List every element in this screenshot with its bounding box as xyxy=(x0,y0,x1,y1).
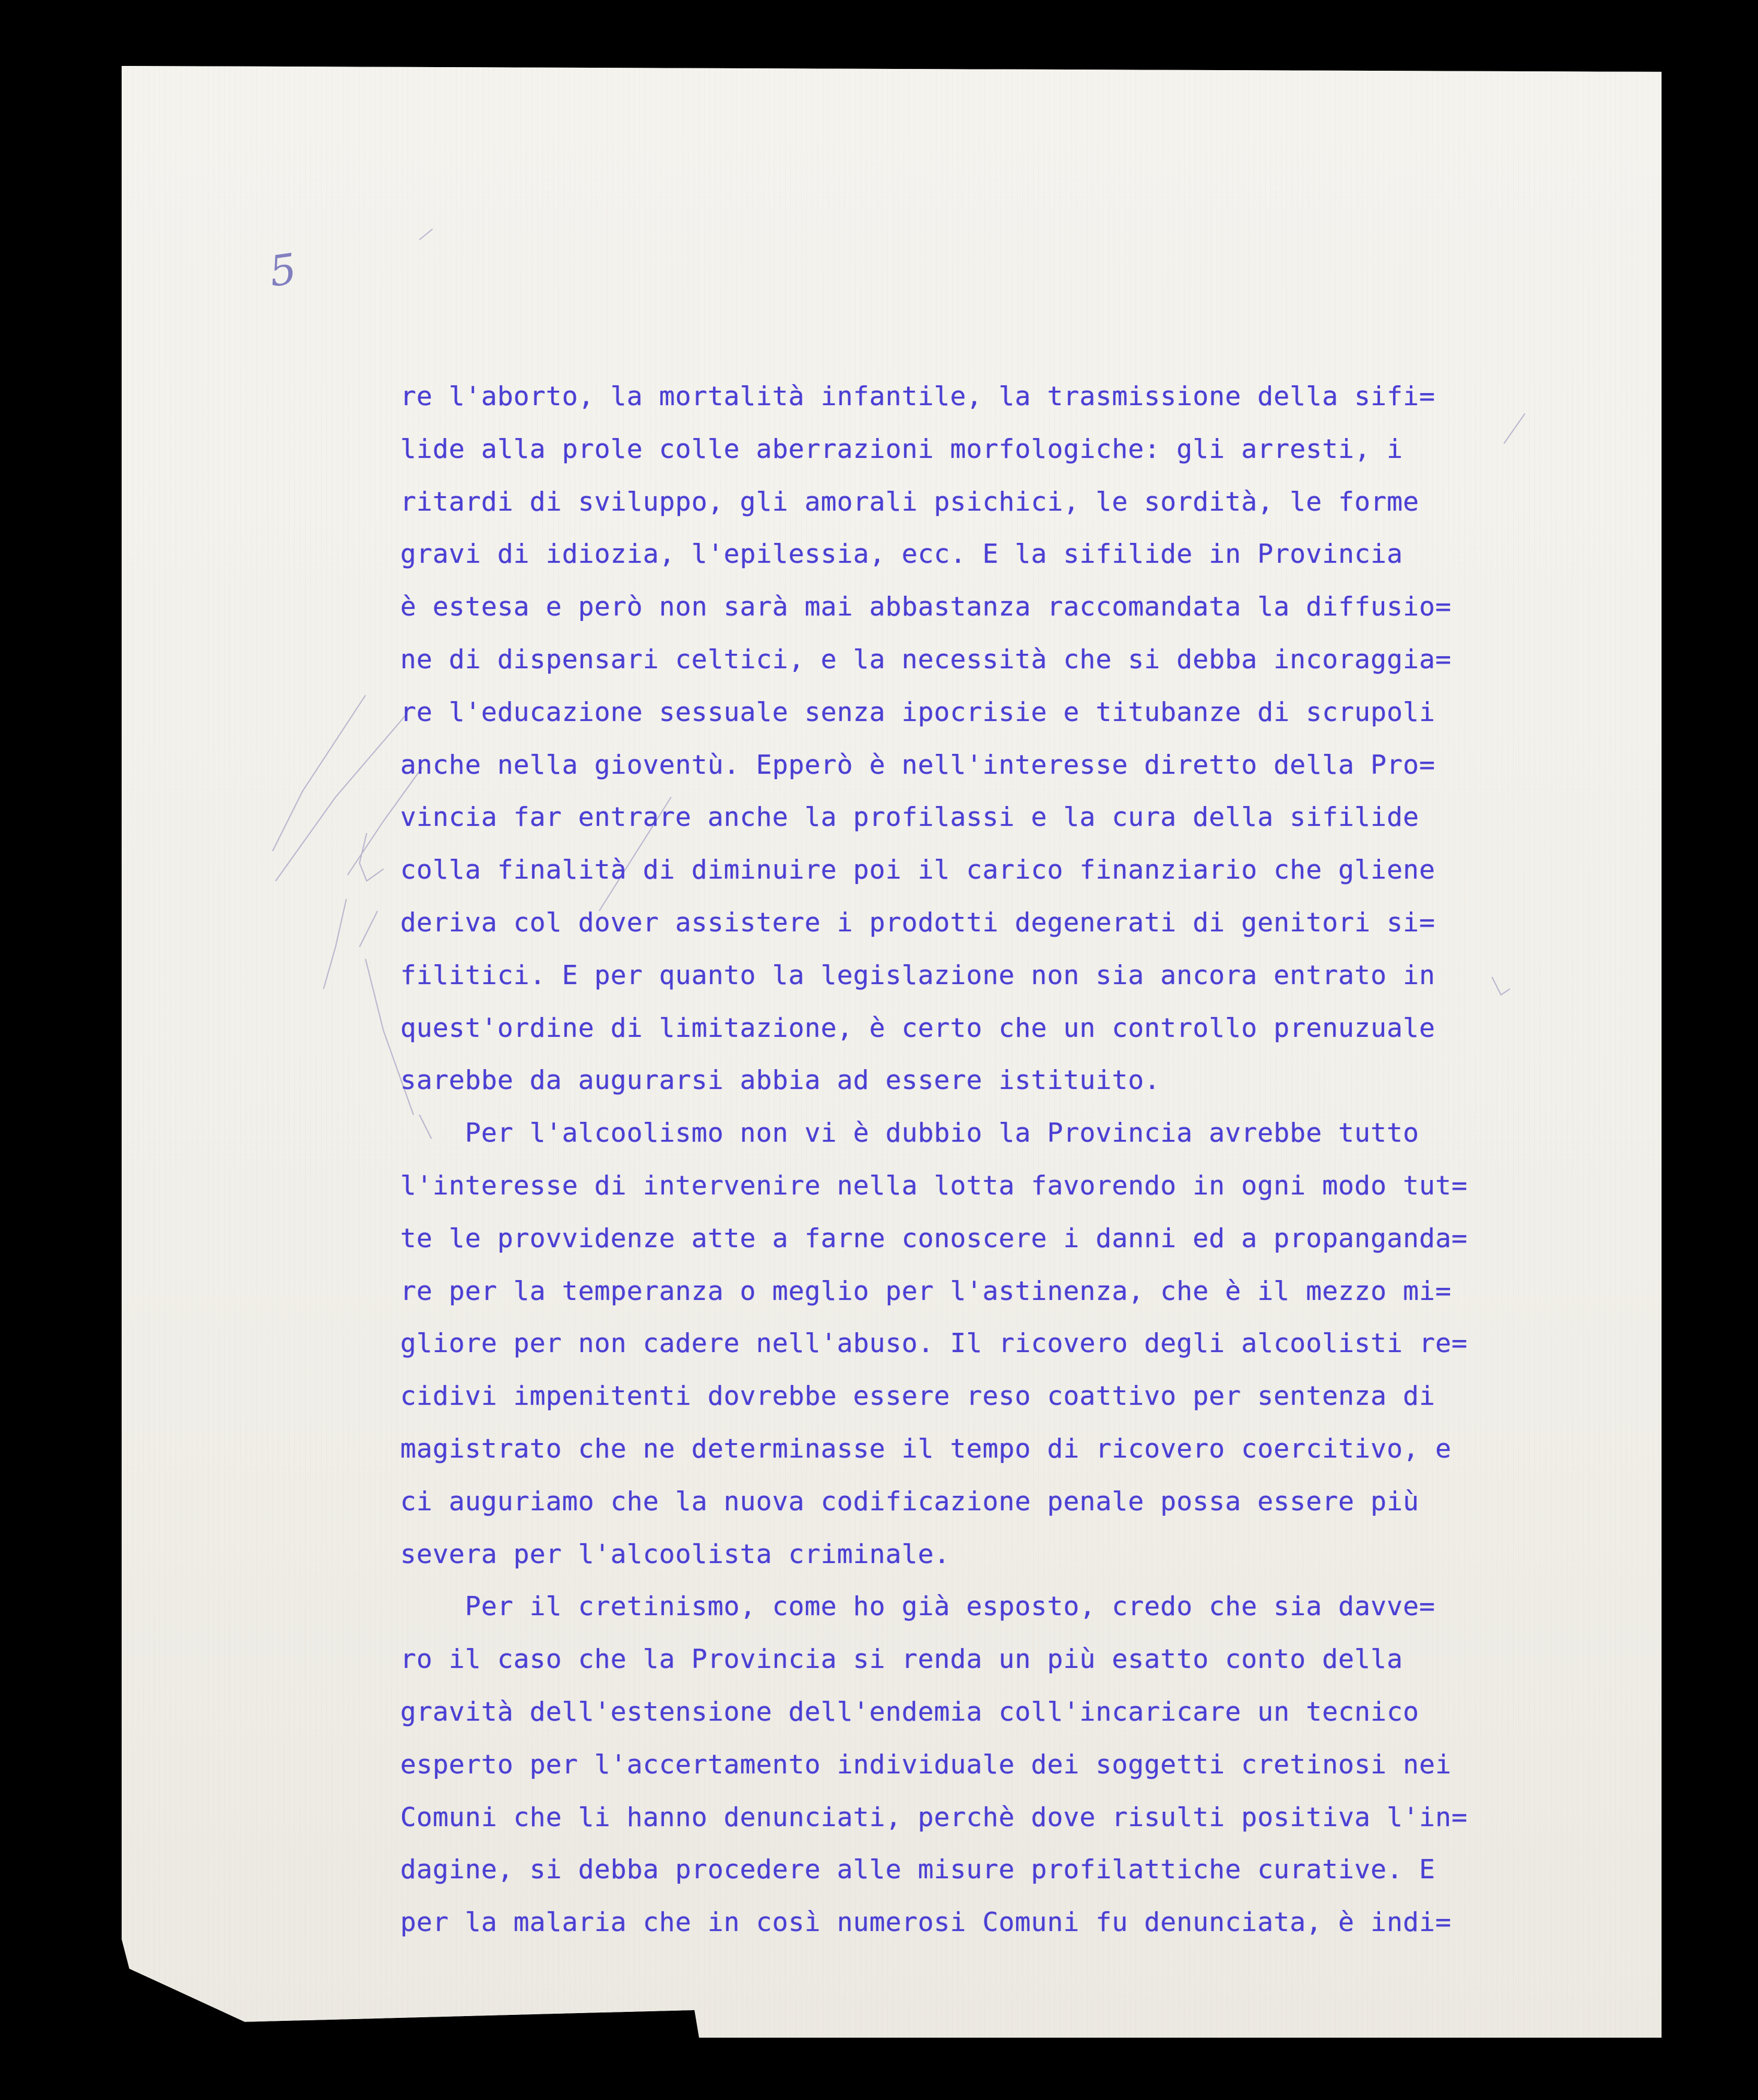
text-line: ritardi di sviluppo, gli amorali psichici, le sordità, le forme xyxy=(400,486,1419,517)
text-line: cidivi impenitenti dovrebbe essere reso coattivo per sentenza di xyxy=(400,1381,1436,1412)
text-line: colla finalità di diminuire poi il carico finanziario che gliene xyxy=(400,855,1436,886)
text-line: ci auguriamo che la nuova codificazione penale possa essere più xyxy=(400,1486,1419,1517)
text-line: vincia far entrare anche la profilassi e la cura della sifilide xyxy=(400,802,1419,833)
text-line: l'interesse di intervenire nella lotta favorendo in ogni modo tut= xyxy=(400,1170,1468,1201)
text-line: filitici. E per quanto la legislazione non sia ancora entrato in xyxy=(400,960,1436,991)
text-line: Comuni che li hanno denunciati, perchè dove risulti positiva l'in= xyxy=(400,1802,1468,1833)
text-line: re l'aborto, la mortalità infantile, la trasmissione della sifi= xyxy=(400,381,1436,412)
text-line: re l'educazione sessuale senza ipocrisie e titubanze di scrupoli xyxy=(400,696,1436,728)
paragraph-start-line: Per il cretinismo, come ho già esposto, credo che sia davve= xyxy=(400,1591,1436,1622)
text-line: severa per l'alcoolista criminale. xyxy=(400,1538,950,1570)
text-line: per la malaria che in così numerosi Comuni fu denunciata, è indi= xyxy=(400,1907,1452,1938)
text-line: lide alla prole colle aberrazioni morfologiche: gli arresti, i xyxy=(400,433,1403,464)
text-line: dagine, si debba procedere alle misure profilattiche curative. E xyxy=(400,1854,1436,1885)
text-line: ne di dispensari celtici, e la necessità che si debba incoraggia= xyxy=(400,644,1452,675)
typed-body-text xyxy=(400,370,1617,1949)
text-line: gliore per non cadere nell'abuso. Il ricovero degli alcoolisti re= xyxy=(400,1328,1468,1359)
text-line: gravi di idiozia, l'epilessia, ecc. E la sifilide in Provincia xyxy=(400,539,1403,570)
text-line: è estesa e però non sarà mai abbastanza raccomandata la diffusio= xyxy=(400,592,1452,623)
text-line: sarebbe da augurarsi abbia ad essere istituito. xyxy=(400,1065,1161,1096)
text-line: magistrato che ne determinasse il tempo di ricovero coercitivo, e xyxy=(400,1433,1452,1464)
text-line: esperto per l'accertamento individuale dei soggetti cretinosi nei xyxy=(400,1749,1452,1780)
text-line: te le provvidenze atte a farne conoscere i danni ed a propanganda= xyxy=(400,1223,1468,1254)
text-line: re per la temperanza o meglio per l'astinenza, che è il mezzo mi= xyxy=(400,1275,1452,1307)
text-line: ro il caso che la Provincia si renda un più esatto conto della xyxy=(400,1644,1403,1675)
text-line: quest'ordine di limitazione, è certo che un controllo prenuzuale xyxy=(400,1012,1436,1043)
folio-number: 5 xyxy=(266,244,300,297)
text-line: gravità dell'estensione dell'endemia coll'incaricare un tecnico xyxy=(400,1696,1419,1727)
paragraph-start-line: Per l'alcoolismo non vi è dubbio la Provincia avrebbe tutto xyxy=(400,1118,1419,1149)
text-line: deriva col dover assistere i prodotti degenerati di genitori si= xyxy=(400,907,1436,938)
text-line: anche nella gioventù. Epperò è nell'interesse diretto della Pro= xyxy=(400,749,1436,780)
